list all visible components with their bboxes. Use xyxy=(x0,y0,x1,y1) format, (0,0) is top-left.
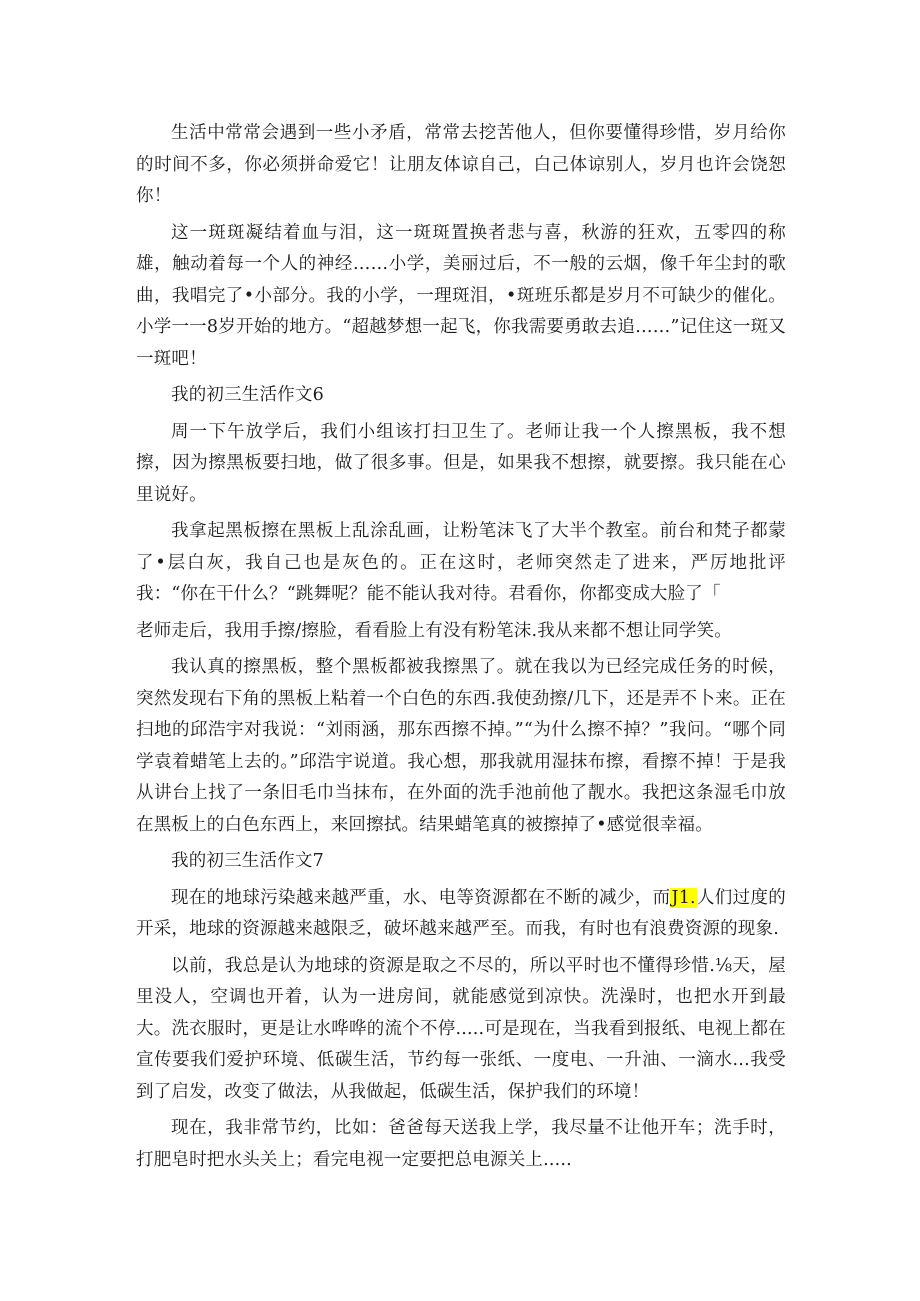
paragraph: 这一斑斑凝结着血与泪，这一斑斑置换者悲与喜，秋游的狂欢，五零四的称雄，触动着每一个人的神经……小学，美丽过后，不一般的云烟，像千年尘封的歌曲，我唱完了•小部分。我的小学，一理斑泪，•斑班乐都是岁月不可缺少的催化。小学一一8岁开始的地方。“超越梦想一起飞，你我需要勇敢去追……”记住这一斑又一斑吧！ xyxy=(136,222,786,369)
highlighted-text: J1. xyxy=(671,887,696,908)
paragraph: 现在，我非常节约，比如：爸爸每天送我上学，我尽量不让他开车；洗手时，打肥皂时把水头关上；看完电视一定要把总电源关上..... xyxy=(136,1118,786,1170)
paragraph: 老师走后，我用手擦/擦脸，看看脸上有没有粉笔沫.我从来都不想让同学笑。 xyxy=(136,620,732,641)
section-heading: 我的初三生活作文6 xyxy=(171,385,324,405)
paragraph-text: 现在的地球污染越来越严重，水、电等资源都在不断的减少，而 xyxy=(171,887,671,908)
paragraph: 周一下午放学后，我们小组该打扫卫生了。老师让我一个人擦黑板，我不想擦，因为擦黑板要扫地，做了很多事。但是，如果我不想擦，就要擦。我只能在心里说好。 xyxy=(136,421,786,505)
document-body xyxy=(136,118,786,1176)
section-heading: 我的初三生活作文7 xyxy=(171,851,324,871)
paragraph-with-highlight xyxy=(136,883,786,946)
paragraph: 以前，我总是认为地球的资源是取之不尽的，所以平时也不懂得珍惜.⅛天，屋里没人，空调也开着，认为一进房间，就能感觉到凉快。洗澡时，也把水开到最大。洗衣服时，更是让水哗哗的流个不停.....可是现在，当我看到报纸、电视上都在宣传要我们爱护环境、低碳生活，节约每一张纸、一度电、一升油、一滴水...我受到了启发，改变了做法，从我做起，低碳生活，保护我们的环境！ xyxy=(136,955,786,1102)
paragraph: 生活中常常会遇到一些小矛盾，常常去挖苦他人，但你要懂得珍惜，岁月给你的时间不多，你必须拼命爱它！让朋友体谅自己，白己体谅别人，岁月也许会饶恕你！ xyxy=(136,123,786,206)
paragraph: 我认真的擦黑板，整个黑板都被我擦黑了。就在我以为已经完成任务的时候，突然发现右下角的黑板上粘着一个白色的东西.我使劲擦/几下，还是弄不卜来。正在扫地的邱浩宇对我说：“刘雨涵，那东西擦不掉。”“为什么擦不掉？”我问。“哪个同学袁着蜡笔上去的。”邱浩宇说道。我心想，那我就用湿抹布擦，看擦不掉！于是我从讲台上找了一条旧毛巾当抹布，在外面的洗手池前他了靓水。我把这条湿毛巾放在黑板上的白色东西上，来回擦拭。结果蜡笔真的被擦掉了•感觉很幸福。 xyxy=(136,657,786,835)
paragraph: 我拿起黑板擦在黑板上乱涂乱画，让粉笔沫飞了大半个教室。前台和梵子都蒙了•层白灰，我自己也是灰色的。正在这时，老师突然走了进来，严厉地批评我：“你在干什么？“跳舞呢？能不能认我对待。君看你，你都变成大脸了「 xyxy=(136,521,786,604)
paragraph-text: 人们过度的开采，地球的资源越来越限乏，破坏越来越严至。而我，有时也有浪费资源的现象. xyxy=(136,887,786,939)
